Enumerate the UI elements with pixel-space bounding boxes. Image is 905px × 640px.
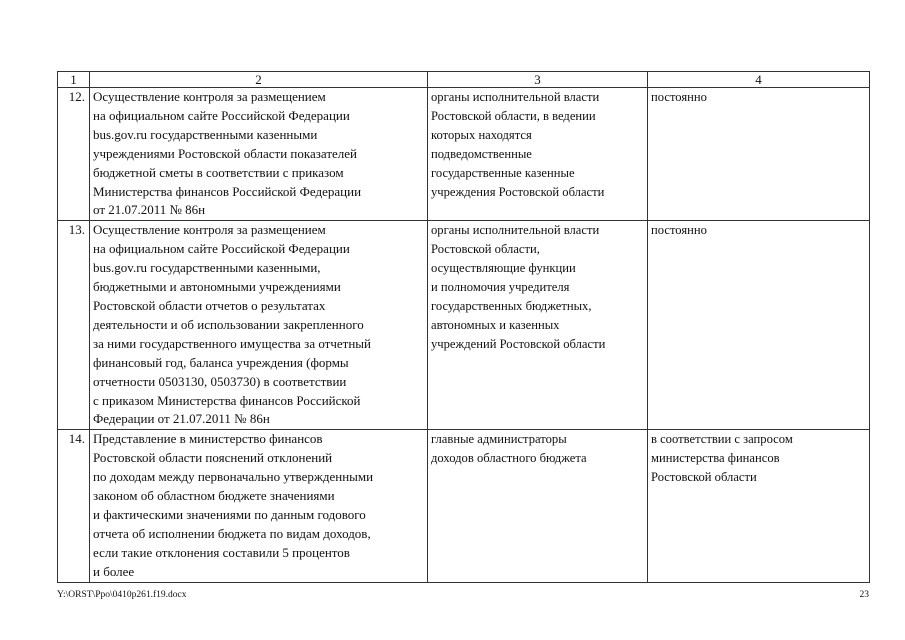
row-description-line: и более bbox=[93, 563, 135, 579]
row-description-line: если такие отклонения составили 5 процентов bbox=[93, 544, 350, 560]
row-term bbox=[648, 221, 870, 430]
row-responsible bbox=[428, 430, 648, 582]
row-responsible-line: учреждения Ростовской области bbox=[431, 184, 605, 199]
header-cell-3: 3 bbox=[428, 72, 648, 88]
row-responsible-line: государственные казенные bbox=[431, 165, 575, 180]
table-row bbox=[58, 430, 870, 582]
row-number: 14. bbox=[58, 430, 90, 582]
document-table bbox=[57, 71, 870, 583]
row-description-line: финансовый год, баланса учреждения (формы bbox=[93, 354, 349, 370]
table-header-row bbox=[58, 72, 870, 88]
row-responsible-line: осуществляющие функции bbox=[431, 261, 576, 276]
row-description-line: от 21.07.2011 № 86н bbox=[93, 202, 206, 218]
row-responsible-line: Ростовской области, в ведении bbox=[431, 108, 596, 123]
row-term-line: постоянно bbox=[651, 90, 707, 104]
row-responsible bbox=[428, 221, 648, 430]
row-description-line: учреждениями Ростовской области показателей bbox=[93, 145, 357, 161]
header-cell-1: 1 bbox=[58, 72, 90, 88]
footer-file-path: Y:\ORST\Ppo\0410p261.f19.docx bbox=[57, 590, 187, 600]
row-number: 13. bbox=[58, 221, 90, 430]
row-description-line: бюджетной сметы в соответствии с приказом bbox=[93, 164, 344, 180]
row-responsible-line: которых находятся bbox=[431, 127, 532, 142]
row-description bbox=[90, 430, 428, 582]
row-description-line: bus.gov.ru государственными казенными bbox=[93, 126, 318, 142]
row-description-line: с приказом Министерства финансов Российской bbox=[93, 392, 361, 408]
row-description bbox=[90, 221, 428, 430]
row-description-line: по доходам между первоначально утвержденными bbox=[93, 469, 374, 485]
row-responsible-line: государственных бюджетных, bbox=[431, 298, 592, 313]
row-description-line: Министерства финансов Российской Федерации bbox=[93, 183, 362, 199]
page-number: 23 bbox=[859, 590, 869, 600]
row-description-line: на официальном сайте Российской Федерации bbox=[93, 107, 350, 123]
row-term-line: в соответствии с запросом bbox=[651, 432, 793, 447]
row-responsible-line: главные администраторы bbox=[431, 432, 567, 447]
row-term-line: министерства финансов bbox=[651, 451, 780, 466]
row-description-line: Осуществление контроля за размещением bbox=[93, 89, 326, 104]
row-responsible-line: и полномочия учредителя bbox=[431, 280, 570, 295]
row-description-line: Осуществление контроля за размещением bbox=[93, 222, 326, 238]
row-description-line: bus.gov.ru государственными казенными, bbox=[93, 260, 321, 276]
row-responsible bbox=[428, 88, 648, 221]
row-number: 12. bbox=[58, 88, 90, 221]
row-description-line: на официальном сайте Российской Федерации bbox=[93, 241, 350, 257]
table-row bbox=[58, 221, 870, 430]
row-responsible-line: учреждений Ростовской области bbox=[431, 336, 606, 351]
row-description-line: законом об областном бюджете значениями bbox=[93, 488, 335, 504]
row-term bbox=[648, 430, 870, 582]
row-responsible-line: органы исполнительной власти bbox=[431, 90, 600, 104]
row-description-line: бюджетными и автономными учреждениями bbox=[93, 279, 341, 295]
row-responsible-line: доходов областного бюджета bbox=[431, 451, 587, 466]
row-responsible-line: Ростовской области, bbox=[431, 242, 540, 257]
row-description-line: деятельности и об использовании закрепленного bbox=[93, 316, 364, 332]
table-body bbox=[58, 72, 870, 583]
row-responsible-line: подведомственные bbox=[431, 146, 532, 161]
row-description-line: Ростовской области отчетов о результатах bbox=[93, 297, 326, 313]
row-responsible-line: органы исполнительной власти bbox=[431, 223, 600, 238]
header-cell-4: 4 bbox=[648, 72, 870, 88]
row-description-line: и фактическими значениями по данным годового bbox=[93, 506, 366, 522]
row-term-line: постоянно bbox=[651, 223, 707, 238]
row-term-line: Ростовской области bbox=[651, 470, 757, 485]
row-term bbox=[648, 88, 870, 221]
row-description-line: за ними государственного имущества за отчетный bbox=[93, 335, 371, 351]
row-description-line: Ростовской области пояснений отклонений bbox=[93, 450, 333, 466]
row-responsible-line: автономных и казенных bbox=[431, 317, 560, 332]
row-description-line: отчетности 0503130, 0503730) в соответствии bbox=[93, 373, 347, 389]
table-row bbox=[58, 88, 870, 221]
row-description bbox=[90, 88, 428, 221]
header-cell-2: 2 bbox=[90, 72, 428, 88]
row-description-line: отчета об исполнении бюджета по видам доходов, bbox=[93, 525, 371, 541]
row-description-line: Федерации от 21.07.2011 № 86н bbox=[93, 411, 270, 427]
row-description-line: Представление в министерство финансов bbox=[93, 431, 323, 447]
